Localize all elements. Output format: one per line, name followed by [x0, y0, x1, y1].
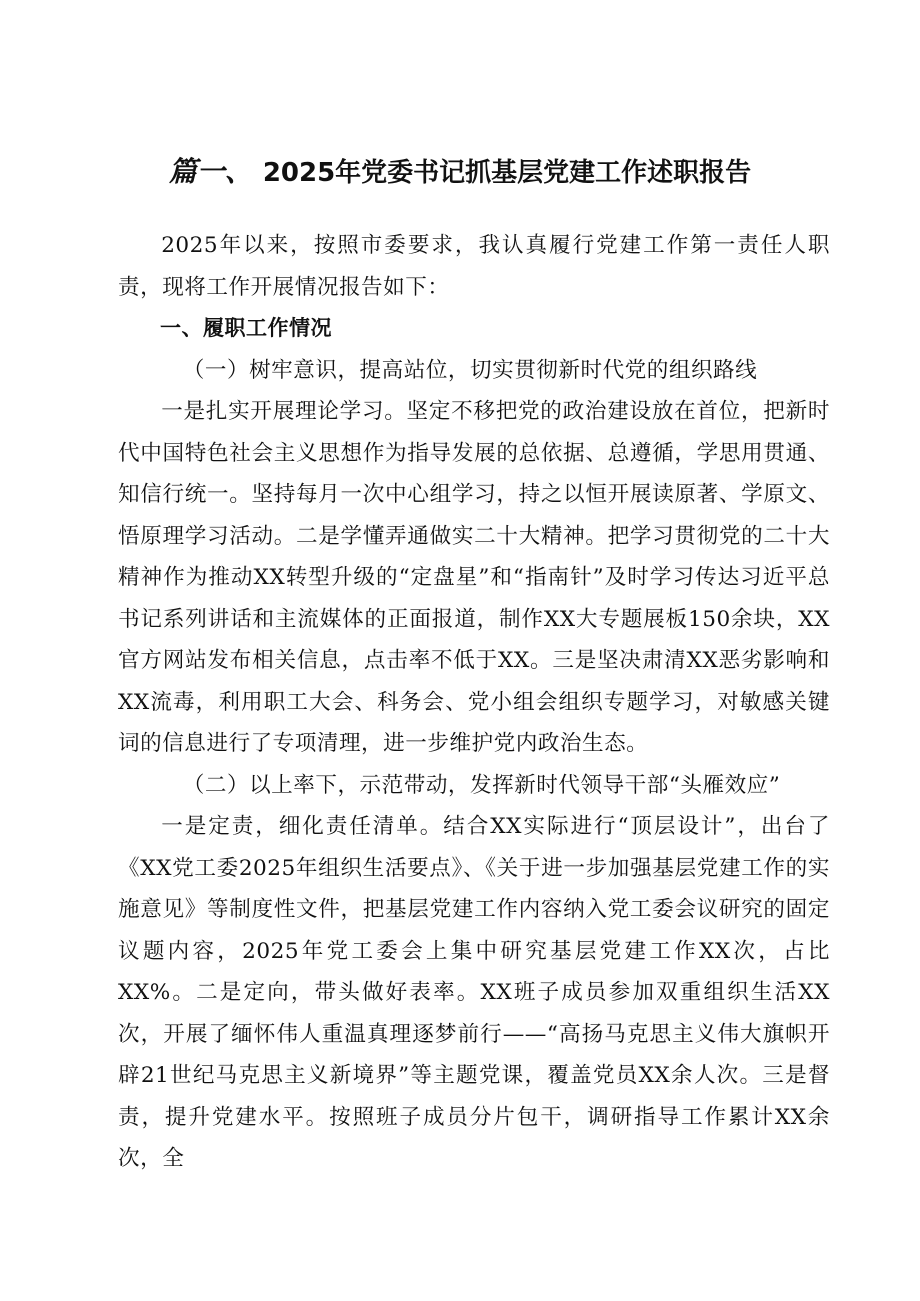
- section-heading: 一、履职工作情况: [160, 316, 332, 340]
- subsection-heading-2: （二）以上率下，示范带动，发挥新时代领导干部“头雁效应”: [182, 772, 781, 798]
- intro-paragraph: 2025年以来，按照市委要求，我认真履行党建工作第一责任人职责，现将工作开展情况报告如下：: [118, 233, 830, 300]
- document-body: [118, 225, 830, 1180]
- document-title: [0, 150, 920, 190]
- title-prefix: 篇一、: [168, 155, 253, 188]
- body-paragraph-2: 一是定责，细化责任清单。结合XX实际进行“顶层设计”，出台了《XX党工委2025年组织生活要点》、《关于进一步加强基层党建工作的实施意见》等制度性文件，把基层党建工作内容纳入党工委会议研究的固定议题内容，2025年党工委会上集中研究基层党建工作XX次，占比XX%。二是定向，带头做好表率。XX班子成员参加双重组织生活XX次，开展了缅怀伟人重温真理逐梦前行——“高扬马克思主义伟大旗帜开辟21世纪马克思主义新境界”等主题党课，覆盖党员XX余人次。三是督责，提升党建水平。按照班子成员分片包干，调研指导工作累计XX余次，全: [118, 814, 830, 1171]
- body-paragraph-1: 一是扎实开展理论学习。坚定不移把党的政治建设放在首位，把新时代中国特色社会主义思想作为指导发展的总依据、总遵循，学思用贯通、知信行统一。坚持每月一次中心组学习，持之以恒开展读原著、学原文、悟原理学习活动。二是学懂弄通做实二十大精神。把学习贯彻党的二十大精神作为推动XX转型升级的“定盘星”和“指南针”及时学习传达习近平总书记系列讲话和主流媒体的正面报道，制作XX大专题展板150余块，XX官方网站发布相关信息，点击率不低于XX。三是坚决肃清XX恶劣影响和XX流毒，利用职工大会、科务会、党小组会组织专题学习，对敏感关键词的信息进行了专项清理，进一步维护党内政治生态。: [118, 399, 830, 756]
- subsection-heading-1: （一）树牢意识，提高站位，切实贯彻新时代党的组织路线: [182, 357, 758, 383]
- title-text: 2025年党委书记抓基层党建工作述职报告: [262, 158, 752, 188]
